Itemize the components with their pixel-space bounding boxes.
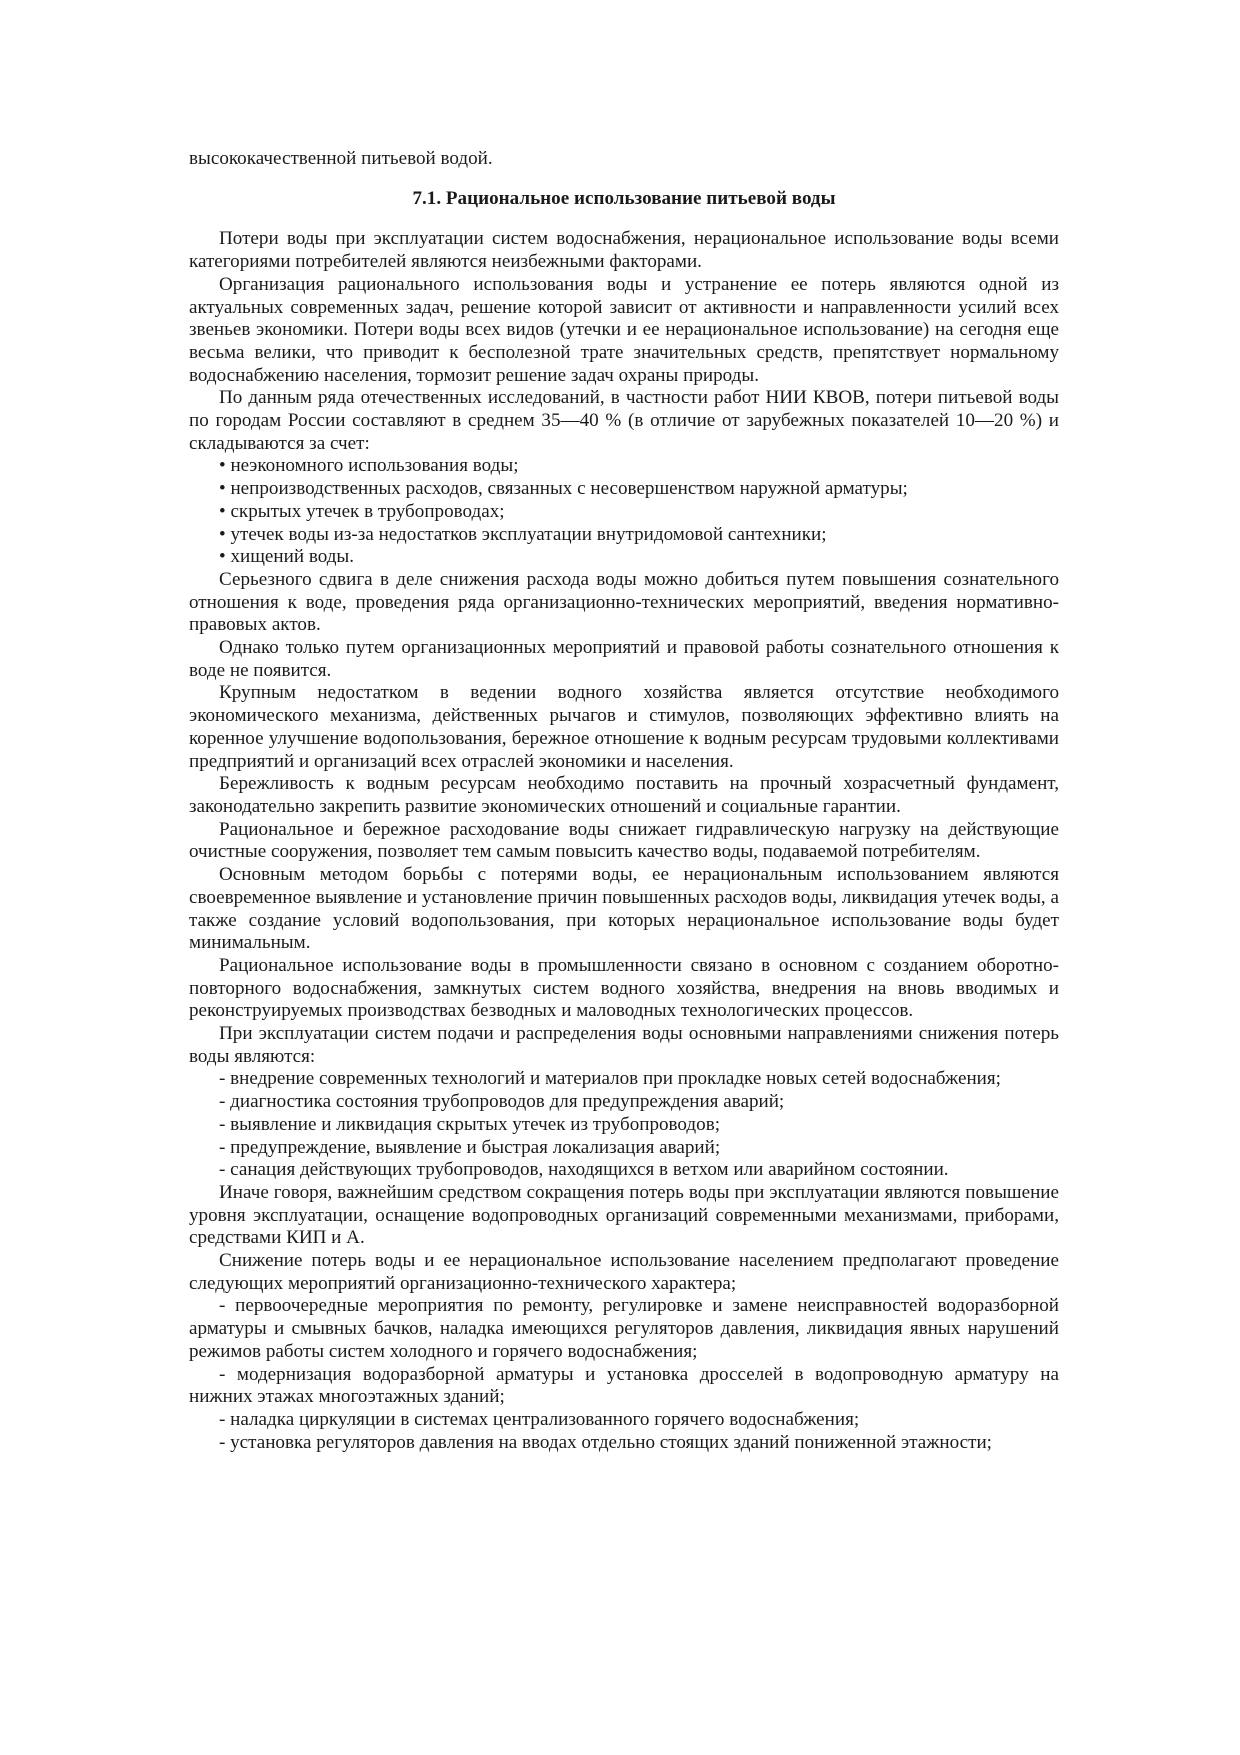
list-item: • хищений воды.	[219, 546, 355, 568]
list-item: • утечек воды из-за недостатков эксплуатации внутридомовой сантехники;	[219, 523, 827, 545]
list-item: - санация действующих трубопроводов, находящихся в ветхом или аварийном состоянии.	[219, 1159, 949, 1181]
paragraph: Серьезного сдвига в деле снижения расхода воды можно добиться путем повышения сознательного отношения к воде, проведения ряда организационно-технических мероприятий, введения нормативно-правовых актов.	[189, 568, 1059, 636]
list-item: - наладка циркуляции в системах централизованного горячего водоснабжения;	[219, 1408, 860, 1430]
paragraph: Крупным недостатком в ведении водного хозяйства является отсутствие необходимого экономического механизма, действенных рычагов и стимулов, позволяющих эффективно влиять на коренное улучшение водопользования, бережное отношение к водным ресурсам трудовыми коллективами предприятий и организаций всех отраслей экономики и населения.	[189, 682, 1059, 772]
list-item: - диагностика состояния трубопроводов для предупреждения аварий;	[219, 1091, 785, 1113]
list-item: - предупреждение, выявление и быстрая локализация аварий;	[219, 1136, 721, 1158]
list-item: - модернизация водоразборной арматуры и установка дросселей в водопроводную арматуру на нижних этажах многоэтажных зданий;	[189, 1363, 1059, 1408]
list-item: - первоочередные мероприятия по ремонту, регулировке и замене неисправностей водоразборной арматуры и смывных бачков, наладка имеющихся регуляторов давления, ликвидация явных нарушений режимов работы систем холодного и горячего водоснабжения;	[189, 1295, 1059, 1362]
paragraph: Иначе говоря, важнейшим средством сокращения потерь воды при эксплуатации являются повышение уровня эксплуатации, оснащение водопроводных организаций современными механизмами, приборами, средствами КИП и А.	[189, 1181, 1059, 1249]
section-heading: 7.1. Рациональное использование питьевой воды	[412, 187, 836, 209]
paragraph: Рациональное и бережное расходование воды снижает гидравлическую нагрузку на действующие очистные сооружения, позволяет тем самым повысить качество воды, подаваемой потребителям.	[189, 818, 1059, 863]
intro-paragraph: высококачественной питьевой водой.	[189, 148, 493, 169]
paragraph: Однако только путем организационных мероприятий и правовой работы сознательного отношения к воде не появится.	[189, 637, 1059, 681]
paragraph: По данным ряда отечественных исследований, в частности работ НИИ КВОВ, потери питьевой воды по городам России составляют в среднем 35—40 % (в отличие от зарубежных показателей 10—20 %) и складываются за счет:	[189, 387, 1059, 454]
paragraph: Рациональное использование воды в промышленности связано в основном с созданием оборотно-повторного водоснабжения, замкнутых систем водного хозяйства, внедрения на вновь вводимых и реконструируемых производствах безводных и маловодных технологических процессов.	[189, 954, 1059, 1022]
paragraph: Снижение потерь воды и ее нерациональное использование населением предполагают проведение следующих мероприятий организационно-технического характера;	[189, 1250, 1059, 1294]
paragraph: Потери воды при эксплуатации систем водоснабжения, нерациональное использование воды всеми категориями потребителей являются неизбежными факторами.	[189, 228, 1059, 273]
list-item: - внедрение современных технологий и материалов при прокладке новых сетей водоснабжения;	[219, 1068, 1001, 1090]
list-item: - установка регуляторов давления на вводах отдельно стоящих зданий пониженной этажности;	[219, 1431, 992, 1453]
list-item: • скрытых утечек в трубопроводах;	[219, 500, 505, 522]
list-item: • неэкономного использования воды;	[219, 455, 519, 477]
paragraph: Основным методом борьбы с потерями воды, ее нерациональным использованием являются своевременное выявление и установление причин повышенных расходов воды, ликвидация утечек воды, а также создание условий водопользования, при которых нерациональное использование воды будет минимальным.	[189, 864, 1059, 954]
list-item: - выявление и ликвидация скрытых утечек из трубопроводов;	[219, 1113, 721, 1135]
paragraph: Бережливость к водным ресурсам необходимо поставить на прочный хозрасчетный фундамент, законодательно закрепить развитие экономических отношений и социальные гарантии.	[189, 773, 1059, 817]
list-item: • непроизводственных расходов, связанных с несовершенством наружной арматуры;	[219, 478, 908, 500]
paragraph: Организация рационального использования воды и устранение ее потерь являются одной из актуальных современных задач, решение которой зависит от активности и направленности усилий всех звеньев экономики. Потери воды всех видов (утечки и ее нерациональное использование) на сегодня еще весьма велики, что приводит к бесполезной трате значительных средств, препятствует нормальному водоснабжению населения, тормозит решение задач охраны природы.	[189, 273, 1059, 386]
document-body	[189, 228, 1059, 1454]
document-page	[189, 148, 1059, 1454]
paragraph: При эксплуатации систем подачи и распределения воды основными направлениями снижения потерь воды являются:	[189, 1023, 1059, 1067]
